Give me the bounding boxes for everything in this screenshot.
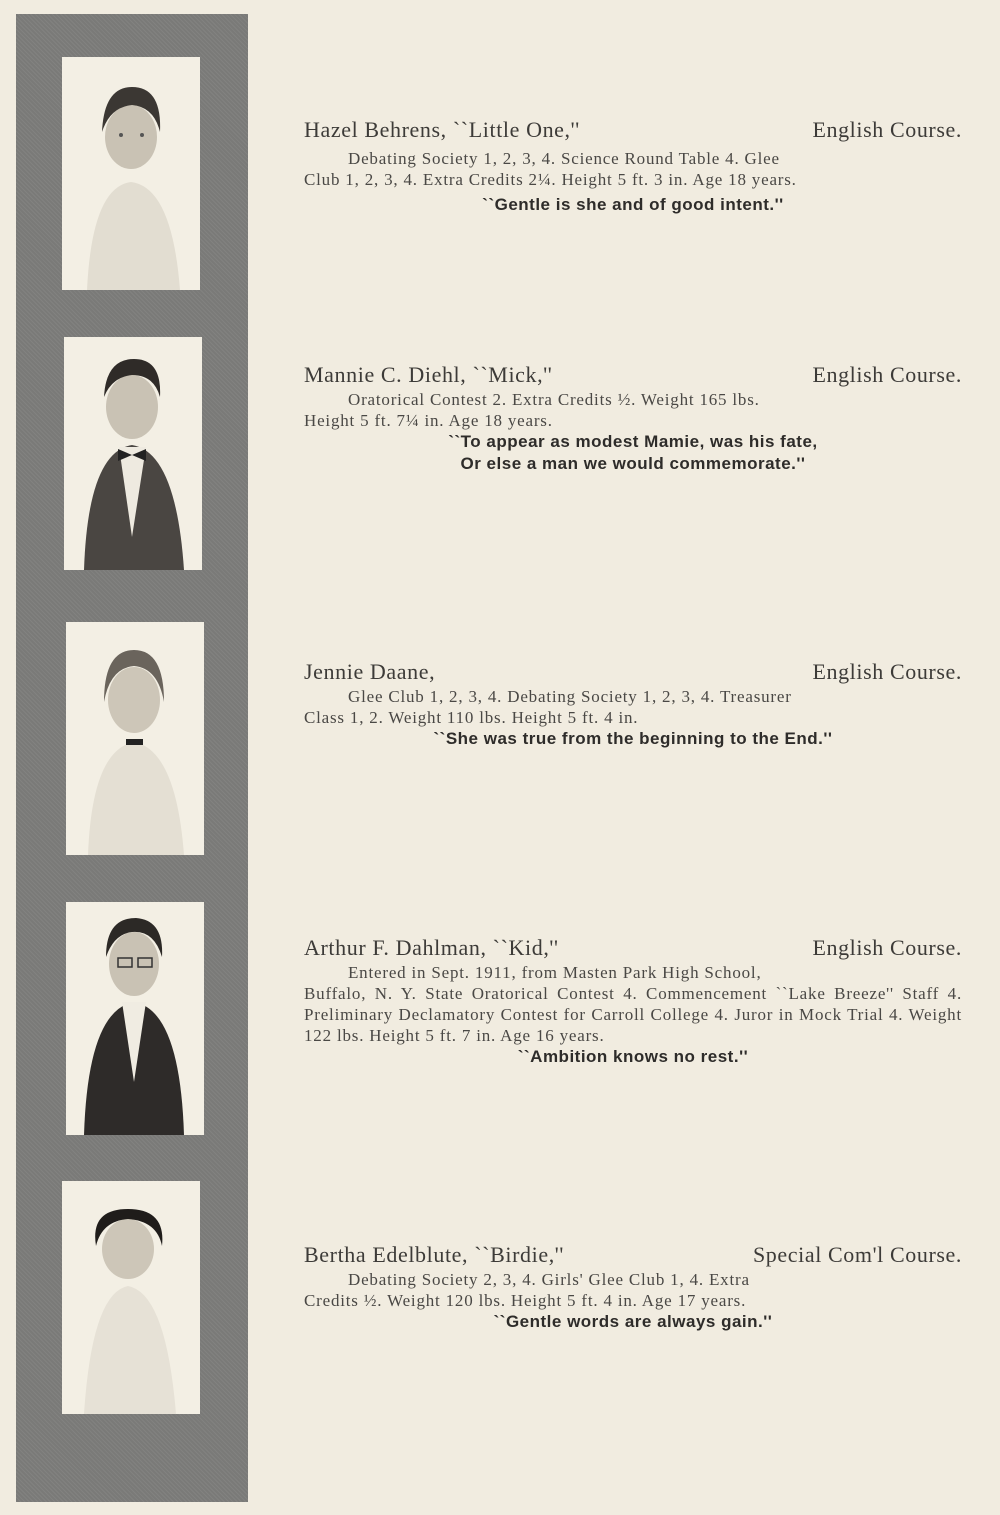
student-details: Height 5 ft. 7¼ in. Age 18 years. (304, 411, 553, 430)
student-details-first-line: Glee Club 1, 2, 3, 4. Debating Society 1, 2, 3, 4. Treasurer (348, 687, 792, 706)
student-entry (304, 1243, 962, 1333)
portrait-photo (64, 337, 202, 570)
course-name: English Course. (812, 659, 962, 684)
student-quote: ``Gentle is she and of good intent.'' (482, 195, 784, 214)
student-entry (304, 660, 962, 750)
student-details-first-line: Debating Society 2, 3, 4. Girls' Glee Club 1, 4. Extra (348, 1270, 750, 1289)
portrait-photo (62, 57, 200, 290)
course-name: English Course. (812, 935, 962, 960)
course-name: English Course. (812, 117, 962, 142)
student-details-first-line: Debating Society 1, 2, 3, 4. Science Round Table 4. Glee (348, 149, 780, 168)
student-quote: ``Gentle words are always gain.'' (493, 1312, 773, 1331)
student-entry (304, 118, 962, 216)
student-quote: ``She was true from the beginning to the End.'' (433, 729, 833, 748)
student-name: Hazel Behrens, ``Little One,'' (304, 117, 580, 142)
portrait-photo (66, 902, 204, 1135)
student-details-first-line: Oratorical Contest 2. Extra Credits ½. Weight 165 lbs. (348, 390, 760, 409)
student-name: Bertha Edelblute, ``Birdie,'' (304, 1242, 564, 1267)
student-details-first-line: Entered in Sept. 1911, from Masten Park High School, (348, 963, 762, 982)
student-name: Arthur F. Dahlman, ``Kid,'' (304, 935, 559, 960)
student-name: Jennie Daane, (304, 659, 436, 684)
student-entry (304, 363, 962, 475)
student-details: Buffalo, N. Y. State Oratorical Contest 4. Commencement ``Lake Breeze'' Staff 4. Preliminary Declamatory Contest for Carroll College 4. Juror in Mock Trial 4. Weight 122 lbs. Height 5 ft. 7 in. Age 16 years. (304, 984, 962, 1045)
student-name: Mannie C. Diehl, ``Mick,'' (304, 362, 553, 387)
student-quote: ``To appear as modest Mamie, was his fate, Or else a man we would commemorate.'' (448, 432, 818, 473)
course-name: English Course. (812, 362, 962, 387)
student-details: Club 1, 2, 3, 4. Extra Credits 2¼. Height 5 ft. 3 in. Age 18 years. (304, 170, 797, 189)
portrait-photo (66, 622, 204, 855)
portrait-photo (62, 1181, 200, 1414)
student-details: Credits ½. Weight 120 lbs. Height 5 ft. 4 in. Age 17 years. (304, 1291, 747, 1310)
student-entry (304, 936, 962, 1068)
student-details: Class 1, 2. Weight 110 lbs. Height 5 ft. 4 in. (304, 708, 639, 727)
course-name: Special Com'l Course. (752, 1242, 962, 1267)
student-quote: ``Ambition knows no rest.'' (517, 1047, 749, 1066)
